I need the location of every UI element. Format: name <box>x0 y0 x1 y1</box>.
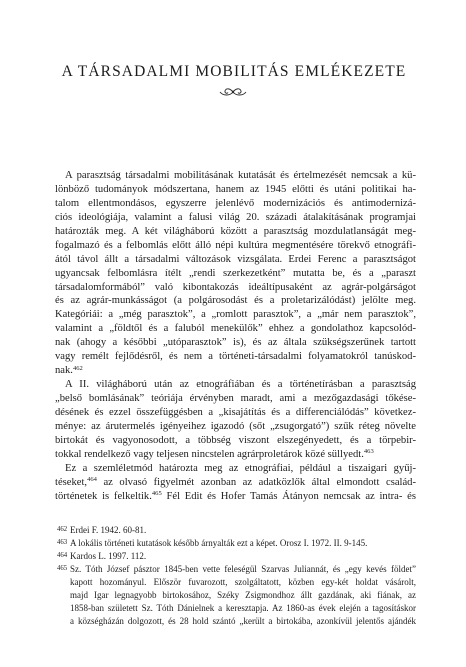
body-text <box>55 169 416 504</box>
text-line: ciós ideológiája, valamint a falusi világ 20. századi átalakításának programjai <box>55 211 416 223</box>
footnote-text: Erdei F. 1942. 60-81. <box>70 525 147 535</box>
footnote-line <box>55 563 416 576</box>
text-line: „belső bomlásának” teóriája érvényben maradt, ami a mezőgazdasági tőkése- <box>55 393 416 404</box>
text-line: ugyancsak felbomlásra ítélt „rendi szerkezetként” mutatta be, és a „paraszt <box>55 267 416 279</box>
text-line: ménye: az árutermelés igényeihez igazodó (sőt „zsugorgató”) szűk réteg növelte <box>55 420 416 432</box>
footnotes <box>55 524 416 628</box>
footnote-ref: 462 <box>72 364 83 372</box>
page-title: A TÁRSADALMI MOBILITÁS EMLÉKEZETE <box>61 63 407 80</box>
line-text: történetek is felkeltik. <box>55 490 152 502</box>
footnote-ref: 465 <box>151 490 162 498</box>
footnote-text: A lokális történeti kutatások később árnyalták ezt a képet. Orosz I. 1972. II. 9-145. <box>70 538 368 548</box>
footnote-line: a községházán dolgozott, és 28 hold szántó „került a birtokába, azonkívül jelentős ajándék <box>70 616 416 626</box>
footnote-number: 465 <box>57 564 68 572</box>
footnote-465 <box>55 563 416 628</box>
text-line: talom ellentmondásos, egyszerre jelenlévő modernizációs és antimodernizá- <box>55 197 416 209</box>
footnote-ref: 464 <box>87 476 97 484</box>
text-line: A parasztság társadalmi mobilitásának kutatását és értelmezését nemcsak a kü- <box>65 170 416 181</box>
footnote-line: majd Igar legnagyobb birtokosához, Széky Zsigmondhoz állt gazdának, aki fiának, az <box>70 590 416 600</box>
text-line: vagy remélt fejlődésről, és nem a történeti-társadalmi folyamatokról tanúskod- <box>55 351 416 363</box>
footnote-line: kapott hozományul. Először fuvarozott, szolgáltatott, közben egy-két holdat vásárolt, <box>70 577 416 587</box>
text-line: ától távol állt a társadalmi változások vizsgálata. Erdei Ferenc a parasztságot <box>55 253 416 265</box>
text-line <box>55 490 416 504</box>
text-line: nak (ahogy a későbbi „utóparasztok” is), és az általa szükségszerűnek tartott <box>55 337 416 349</box>
text-line: Kategóriái: a „még parasztok”, a „romlott parasztok”, a „már nem parasztok”, <box>55 309 416 321</box>
footnote-line <box>55 550 416 563</box>
text-line <box>55 476 416 490</box>
footnote-ref: 463 <box>363 448 374 456</box>
line-text: az olvasó figyelmét azonban az adatközlők által elmondott család- <box>96 476 416 488</box>
paragraph-3 <box>55 462 416 504</box>
text-line: désének és ezzel összefüggésben a „kisajátítás és a differenciálódás” következ- <box>55 406 416 418</box>
flourish-curl-right <box>233 89 246 95</box>
footnote-number: 463 <box>57 538 68 546</box>
text-line <box>55 364 416 378</box>
line-text: téseket, <box>55 476 88 488</box>
text-line: A II. világháború után az etnográfiában és a történetírásban a parasztság <box>65 379 416 391</box>
footnote-text: Kardos L. 1997. 112. <box>70 551 147 561</box>
paragraph-2 <box>55 378 416 462</box>
text-line: valamint a „földtől és a faluból menekülők” ehhez a gondolathoz kapcsolód- <box>55 323 416 335</box>
paragraph-1 <box>55 169 416 378</box>
flourish-curl-left <box>220 89 233 95</box>
text-line: fogalmazó és a felbomlás előtt álló népi kultúra megmentésére törekvő etnográfi- <box>55 239 416 251</box>
footnote-number: 462 <box>57 525 68 533</box>
text-line: és az agrár-munkásságot (a polgárosodást és a proletarizálódást) jelölte meg. <box>55 295 416 307</box>
footnote-464 <box>55 550 416 563</box>
footnote-463 <box>55 537 416 550</box>
footnote-line: 1858-ban született Sz. Tóth Dánielnek a keresztapja. Az 1860-as évek elején a tagosításkor <box>70 603 416 613</box>
text-line: Ez a szemléletmód határozta meg az etnográfiai, például a tiszaigari gyűj- <box>65 462 416 474</box>
line-text: tokkal rendelkező vagy teljesen nincstelen agrárproletárok közé süllyedt. <box>55 448 364 460</box>
flourish-center-dot <box>232 91 234 93</box>
footnote-number: 464 <box>57 551 68 559</box>
line-text: nak. <box>55 365 73 377</box>
text-line: határozták meg. A két világháború között a parasztság mozdulatlanságát meg- <box>55 225 416 237</box>
line-text: Fél Edit és Hofer Tamás Átányon nemcsak az intra- és <box>161 490 416 502</box>
text-line: lönböző tudományok módszertana, hanem az 1945 előtti és utáni politikai ha- <box>55 183 416 195</box>
text-line: társadalomformából” való kibontakozás ideáltípusaként az agrár-polgárságot <box>55 281 416 293</box>
flourish-ornament-icon <box>218 87 248 97</box>
footnote-462 <box>55 524 416 537</box>
footnote-line <box>55 537 416 550</box>
footnote-line <box>55 524 416 537</box>
text-line: birtokát és vagyonosodott, a többség viszont elszegényedett, és a törpebir- <box>55 434 416 446</box>
text-line <box>55 448 416 462</box>
footnote-text: Sz. Tóth József pásztor 1845-ben vette feleségül Szarvas Juliannát, és „egy kevés földet” <box>70 564 416 574</box>
